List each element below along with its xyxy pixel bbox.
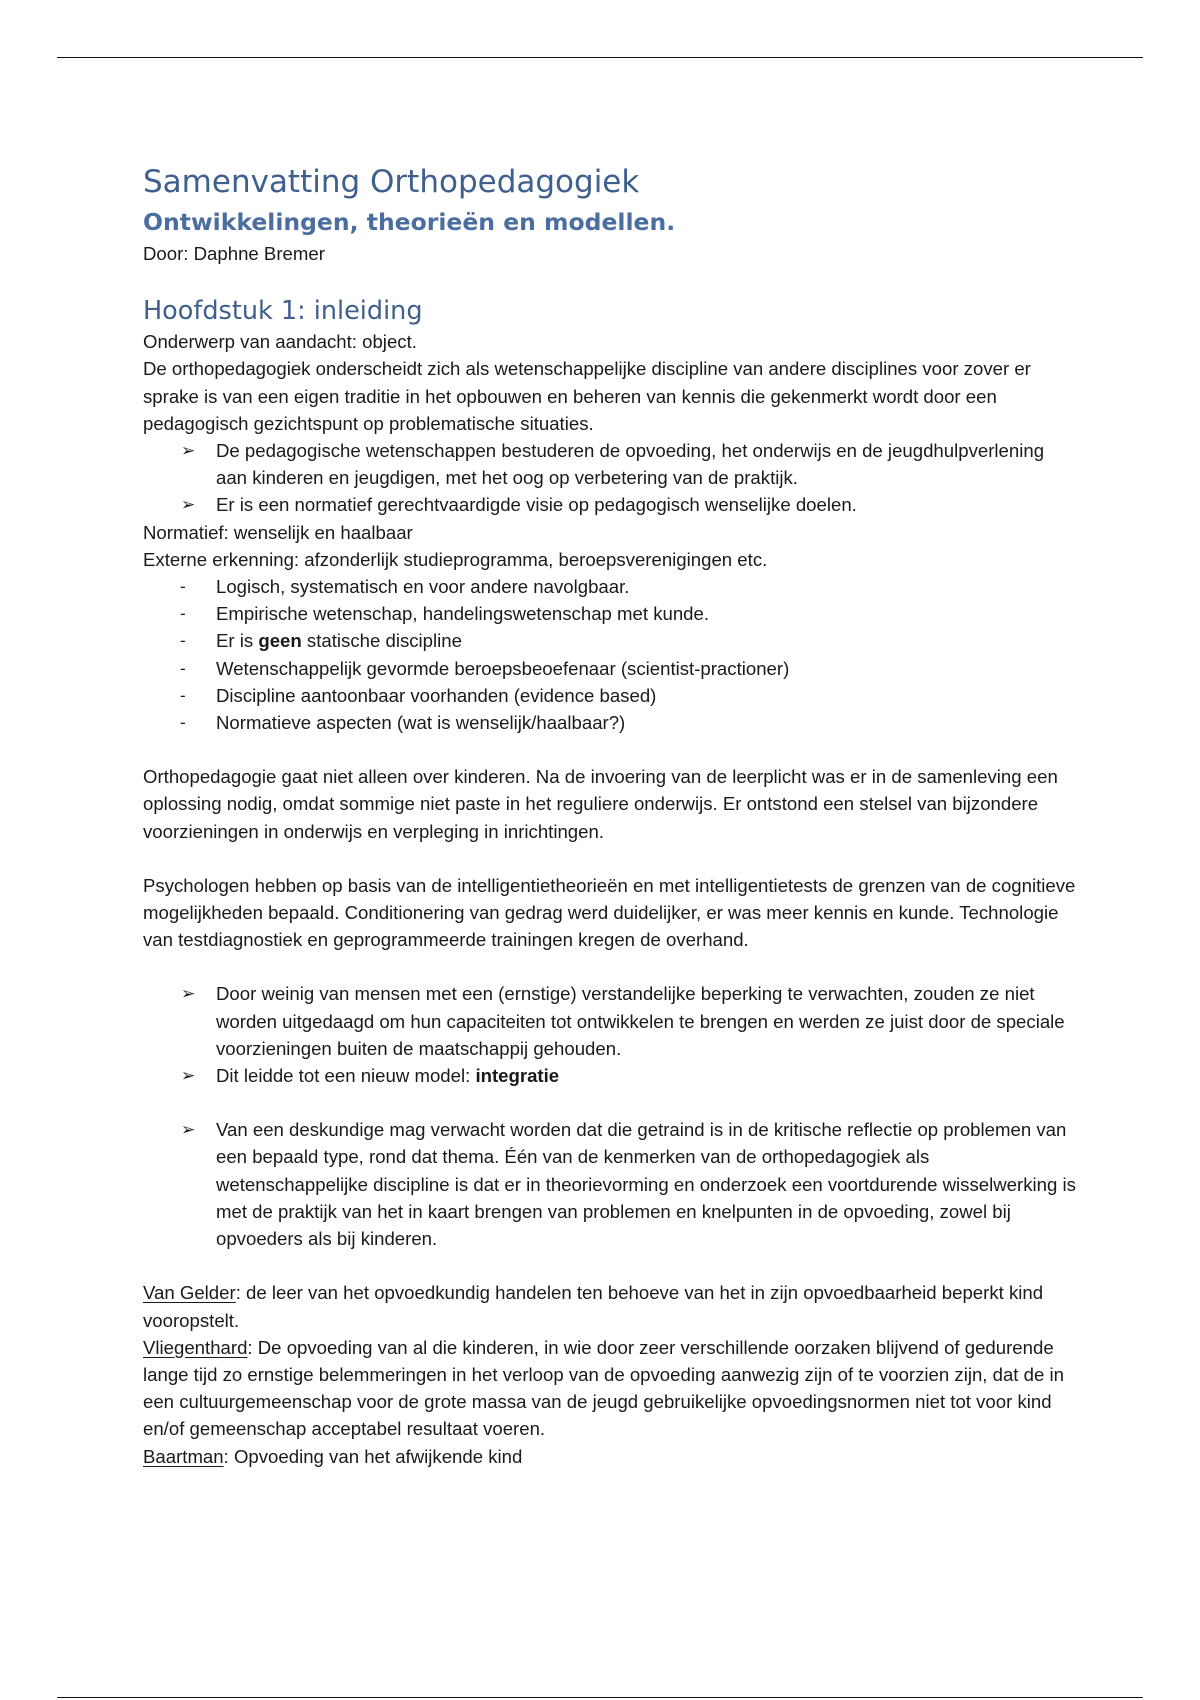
arrow-bullet-icon: ➢ [181,984,196,1004]
normatief-line: Normatief: wenselijk en haalbaar [143,521,413,543]
document-subtitle: Ontwikkelingen, theorieën en modellen. [143,208,676,236]
list-item: ➢ De pedagogische wetenschappen bestuderen de opvoeding, het onderwijs en de jeugdhulpverlening aan kinderen en jeugdigen, met het oog op verbetering van de praktijk. [143,437,1078,491]
spacer [143,1252,1078,1279]
list-item: - Wetenschappelijk gevormde beroepsbeoefenaar (scientist-practioner) [143,655,1078,682]
list-item: - Discipline aantoonbaar voorhanden (evidence based) [143,682,1078,709]
arrow-bullet-icon: ➢ [181,495,196,515]
definition-name: Vliegenthard [143,1336,248,1358]
arrow-list-1 [143,437,1078,519]
list-item: - Empirische wetenschap, handelingswetenschap met kunde. [143,600,1078,627]
document-body [143,160,1078,1470]
arrow-list-2 [143,980,1078,1089]
arrow-bullet-icon: ➢ [181,1066,196,1086]
dash-bullet-icon: - [180,604,186,624]
definition-baartman: Baartman: Opvoeding van het afwijkende kind [143,1445,523,1467]
dash-bullet-icon: - [180,577,186,597]
list-item: ➢ Van een deskundige mag verwacht worden dat die getraind is in de kritische reflectie op problemen van een bepaald type, rond dat thema. Één van de kenmerken van de orthopedagogiek als wetenschappelijke discipline is dat er in theorievorming en onderzoek een voortdurende wisselwerking is met de praktijk van het in kaart brengen van problemen en knelpunten in de opvoeding, zowel bij opvoeders als bij kinderen. [143,1116,1078,1252]
footer-rule [57,1697,1143,1698]
author-line: Door: Daphne Bremer [143,243,325,264]
dash-bullet-icon: - [180,631,186,651]
dash-bullet-icon: - [180,713,186,733]
spacer [143,953,1078,980]
spacer [143,1089,1078,1116]
arrow-list-3 [143,1116,1078,1252]
spacer [143,736,1078,763]
externe-erkenning-line: Externe erkenning: afzonderlijk studieprogramma, beroepsverenigingen etc. [143,548,768,570]
definition-name: Van Gelder [143,1282,236,1304]
spacer [143,845,1078,872]
arrow-bullet-icon: ➢ [181,1120,196,1140]
intro-line: Onderwerp van aandacht: object. [143,331,417,353]
list-item: ➢ Door weinig van mensen met een (ernstige) verstandelijke beperking te verwachten, zouden ze niet worden uitgedaagd om hun capaciteiten tot ontwikkelen te brengen en werden ze juist door de speciale voorzieningen buiten de maatschappij gehouden. [143,980,1078,1062]
arrow-bullet-icon: ➢ [181,441,196,461]
dash-list [143,573,1078,736]
list-item: - Er is geen statische discipline [143,627,1078,654]
list-item: ➢ Er is een normatief gerechtvaardigde visie op pedagogisch wenselijke doelen. [143,491,1078,518]
chapter-heading: Hoofdstuk 1: inleiding [143,296,423,327]
definition-van-gelder: Van Gelder: de leer van het opvoedkundig handelen ten behoeve van het in zijn opvoedbaarheid beperkt kind vooropstelt. [143,1282,1044,1331]
paragraph-psychologen: Psychologen hebben op basis van de intelligentietheorieën en met intelligentietests de grenzen van de cognitieve mogelijkheden bepaald. Conditionering van gedrag werd duidelijker, er was meer kennis en kunde. Technologie van testdiagnostiek en geprogrammeerde trainingen kregen de overhand. [143,874,1076,951]
list-item: - Logisch, systematisch en voor andere navolgbaar. [143,573,1078,600]
definition-name: Baartman [143,1445,224,1467]
definition-vliegenthard: Vliegenthard: De opvoeding van al die kinderen, in wie door zeer verschillende oorzaken blijvend of gedurende lange tijd zo ernstige belemmeringen in het verloop van de opvoeding aanwezig zijn of te voorzien zijn, dat de in een cultuurgemeenschap voor de grote massa van de jeugd gebruikelijke opvoedingsnormen niet tot voor kind en/of gemeenschap acceptabel resultaat voeren. [143,1336,1064,1440]
paragraph-orthopedagogie: Orthopedagogie gaat niet alleen over kinderen. Na de invoering van de leerplicht was er in de samenleving een oplossing nodig, omdat sommige niet paste in het reguliere onderwijs. Er ontstond een stelsel van bijzondere voorzieningen in onderwijs en verpleging in inrichtingen. [143,766,1058,842]
document-title: Samenvatting Orthopedagogiek [143,164,640,200]
header-rule [57,57,1143,58]
dash-bullet-icon: - [180,658,186,678]
dash-bullet-icon: - [180,685,186,705]
list-item: - Normatieve aspecten (wat is wenselijk/haalbaar?) [143,709,1078,736]
list-item: ➢ Dit leidde tot een nieuw model: integratie [143,1062,1078,1089]
paragraph-discipline: De orthopedagogiek onderscheidt zich als wetenschappelijke discipline van andere disciplines voor zover er sprake is van een eigen traditie in het opbouwen en beheren van kennis die gekenmerkt wordt door een pedagogisch gezichtspunt op problematische situaties. [143,358,1031,434]
